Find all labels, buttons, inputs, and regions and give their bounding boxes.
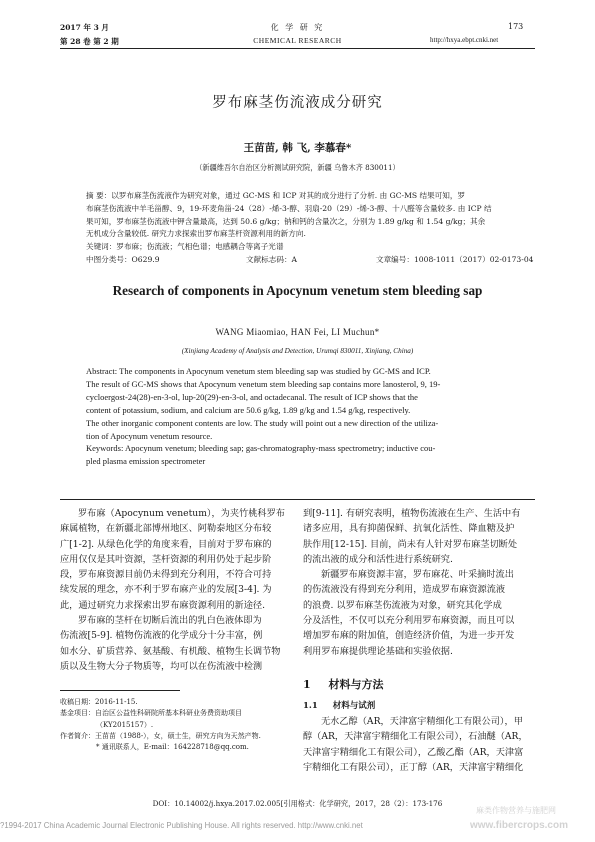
watermark-text: 麻类作物营养与施肥网 xyxy=(476,806,556,815)
body-line: 伤流液[5-9]. 植物伤流液的化学成分十分丰富，例 xyxy=(60,630,263,642)
issue-date: 2017 年 3 月 xyxy=(60,23,109,32)
body-line: 段，罗布麻资源目前仍未得到充分利用，不符合可持 xyxy=(60,569,272,581)
abstract-cn xyxy=(86,190,511,254)
section-number: 1.1 xyxy=(303,701,318,711)
authors-en: WANG Miaomiao, HAN Fei, LI Muchun* xyxy=(215,327,380,337)
received-date: 收稿日期：2016-11-15. xyxy=(60,698,138,706)
body-line: 质以及生物大分子物质等，均可以在伤流液中检测 xyxy=(60,660,263,672)
title-cn: 罗布麻茎伤流液成分研究 xyxy=(212,95,383,111)
affiliation-cn: （新疆维吾尔自治区分析测试研究院，新疆 乌鲁木齐 830011） xyxy=(195,163,400,172)
footnotes xyxy=(60,697,292,753)
body-line: 肤作用[12-15]. 目前，尚未有人针对罗布麻茎切断处 xyxy=(303,538,518,550)
journal-name-cn: 化 学 研 究 xyxy=(270,23,325,32)
body-line: 的伤流液没有得到充分利用，造成罗布麻资源流液 xyxy=(303,584,506,596)
section-title: 材料与试剂 xyxy=(332,701,376,711)
materials-paragraph xyxy=(303,714,535,775)
journal-website[interactable]: http://hxya.ebpt.cnki.net xyxy=(430,36,499,44)
article-number: 文章编号：1008-1011（2017）02-0173-04 xyxy=(376,255,534,264)
body-line: 增加罗布麻的附加值，创造经济价值，为进一步开发 xyxy=(303,630,515,642)
body-line: 无水乙醇（AR，天津富宇精细化工有限公司），甲 xyxy=(321,716,523,727)
abstract-en-line: cycloergost-24(28)-en-3-ol, lup-20(29)-en-3-ol, and octadecanal. The result of ICP shows that the xyxy=(86,391,418,402)
funding-code: （KY2015157）. xyxy=(96,720,154,729)
keywords-en-line: pled plasma emission spectrometer xyxy=(86,456,206,467)
body-line: 罗布麻的茎杆在切断后流出的乳白色液体即为 xyxy=(78,615,262,627)
section-title: 材料与方法 xyxy=(328,678,384,691)
body-line: 天津富宇精细化工有限公司），乙酸乙酯（AR，天津富 xyxy=(303,746,524,758)
body-line: 麻属植物，在新疆北部博州地区、阿勒泰地区分布较 xyxy=(60,523,272,535)
footnote-rule xyxy=(60,690,180,691)
keywords-cn: 关键词：罗布麻；伤流液；气相色谱；电感耦合等离子光谱 xyxy=(86,242,284,252)
body-line: 醇（AR，天津富宇精细化工有限公司），石油醚（AR， xyxy=(303,731,528,743)
abstract-cn-line: 布麻茎伤流液中羊毛甾醇、9，19-环麦角甾-24（28）-烯-3-醇、羽扇-20（29）-烯-3-醇、十八醛等含量较多. 由 ICP 结 xyxy=(86,203,492,213)
abstract-en xyxy=(86,365,511,468)
header-rule xyxy=(60,48,535,49)
author-bio: 作者简介：王苗苗（1988-），女，硕士生，研究方向为天然产物. xyxy=(60,731,261,740)
abstract-en-line: content of potassium, sodium, and calcium are 50.6 g/kg, 1.89 g/kg and 1.54 g/kg, respectively. xyxy=(86,404,411,415)
copyright-notice: ?1994-2017 China Academic Journal Electronic Publishing House. All rights reserved. http://www.cnki.net xyxy=(0,821,363,830)
clc-number: 中图分类号：O629.9 xyxy=(86,255,160,264)
body-right-column xyxy=(303,506,535,659)
journal-name-en: CHEMICAL RESEARCH xyxy=(253,36,342,45)
section-1-1-heading xyxy=(303,699,375,711)
abstract-en-line: tion of Apocynum venetum resource. xyxy=(86,430,213,441)
body-line: 如水分、矿质营养、氨基酸、有机酸、植物生长调节物 xyxy=(60,645,281,657)
body-line: 此，通过研究力求探索出罗布麻资源利用的新途径. xyxy=(60,599,266,611)
body-line: 利用罗布麻提供理论基础和实验依据. xyxy=(303,645,453,657)
abstract-cn-line: 摘 要：以罗布麻茎伤流液作为研究对象，通过 GC-MS 和 ICP 对其的成分进行了分析. 由 GC-MS 结果可知，罗 xyxy=(86,191,466,200)
body-line: 的浪费. 以罗布麻茎伤流液为对象，研究其化学成 xyxy=(303,599,502,611)
body-line: 宇精细化工有限公司），正丁醇（AR，天津富宇精细化 xyxy=(303,761,524,773)
funding: 基金项目：自治区公益性科研院所基本科研业务费资助项目 xyxy=(60,709,242,718)
abstract-en-line: The other inorganic component contents are low. The study will point out a new direction of the utiliza- xyxy=(86,417,439,428)
page-number: 173 xyxy=(508,22,524,31)
section-number: 1 xyxy=(303,678,311,691)
document-code: 文献标志码：A xyxy=(246,255,298,264)
watermark-url: www.fibercrops.com xyxy=(470,820,568,831)
keywords-en-line: Keywords: Apocynum venetum; bleeding sap; gas-chromatography-mass spectrometry; inductive cou- xyxy=(86,443,436,454)
body-line: 罗布麻（Apocynum venetum），为夹竹桃科罗布 xyxy=(78,508,285,519)
body-line: 应用仅仅是其叶资源，茎杆资源的利用仍处于起步阶 xyxy=(60,553,272,565)
volume-issue: 第 28 卷 第 2 期 xyxy=(60,37,119,46)
corresponding-author: * 通讯联系人，E-mail：164228718@qq.com. xyxy=(96,743,249,752)
doi-citation: DOI：10.14002/j.hxya.2017.02.005[引用格式：化学研究，2017，28（2）：173-176 xyxy=(152,799,443,808)
body-left-column xyxy=(60,506,292,674)
abstract-cn-line: 果可知，罗布麻茎伤流液中钾含量最高，达到 50.6 g/kg；钠和钙的含量次之，分别为 1.89 g/kg 和 1.54 g/kg；其余 xyxy=(86,216,486,226)
body-line: 新疆罗布麻资源丰富，罗布麻花、叶采摘时流出 xyxy=(321,569,514,581)
body-line: 广[1-2]. 从绿色化学的角度来看，目前对于罗布麻的 xyxy=(60,538,272,550)
body-line: 续发展的理念，亦不利于罗布麻产业的发展[3-4]. 为 xyxy=(60,584,272,596)
abstract-cn-line: 无机成分含量较低. 研究力求探索出罗布麻茎杆资源利用的新方向. xyxy=(86,229,306,239)
body-line: 到[9-11]. 有研究表明，植物伤流液在生产、生活中有 xyxy=(303,508,521,519)
section-1-heading xyxy=(303,676,384,692)
abstract-rule xyxy=(60,499,535,500)
abstract-en-line: The result of GC-MS shows that Apocynum venetum stem bleeding sap contains more lanosterol, 9, 19- xyxy=(86,378,441,389)
body-line: 分及活性，不仅可以充分利用罗布麻资源，而且可以 xyxy=(303,615,515,627)
abstract-en-line: Abstract: The components in Apocynum venetum stem bleeding sap was studied by GC-MS and ICP. xyxy=(86,366,431,376)
title-en: Research of components in Apocynum venetum stem bleeding sap xyxy=(112,283,483,298)
body-line: 的流出液的成分和活性进行系统研究. xyxy=(303,553,453,565)
affiliation-en: (Xinjiang Academy of Analysis and Detection, Urumqi 830011, Xinjiang, China) xyxy=(181,347,414,355)
body-line: 诸多应用，具有抑菌保鲜、抗氧化活性、降血糖及护 xyxy=(303,523,515,535)
authors-cn: 王苗苗, 韩 飞, 李慕春* xyxy=(243,142,352,154)
